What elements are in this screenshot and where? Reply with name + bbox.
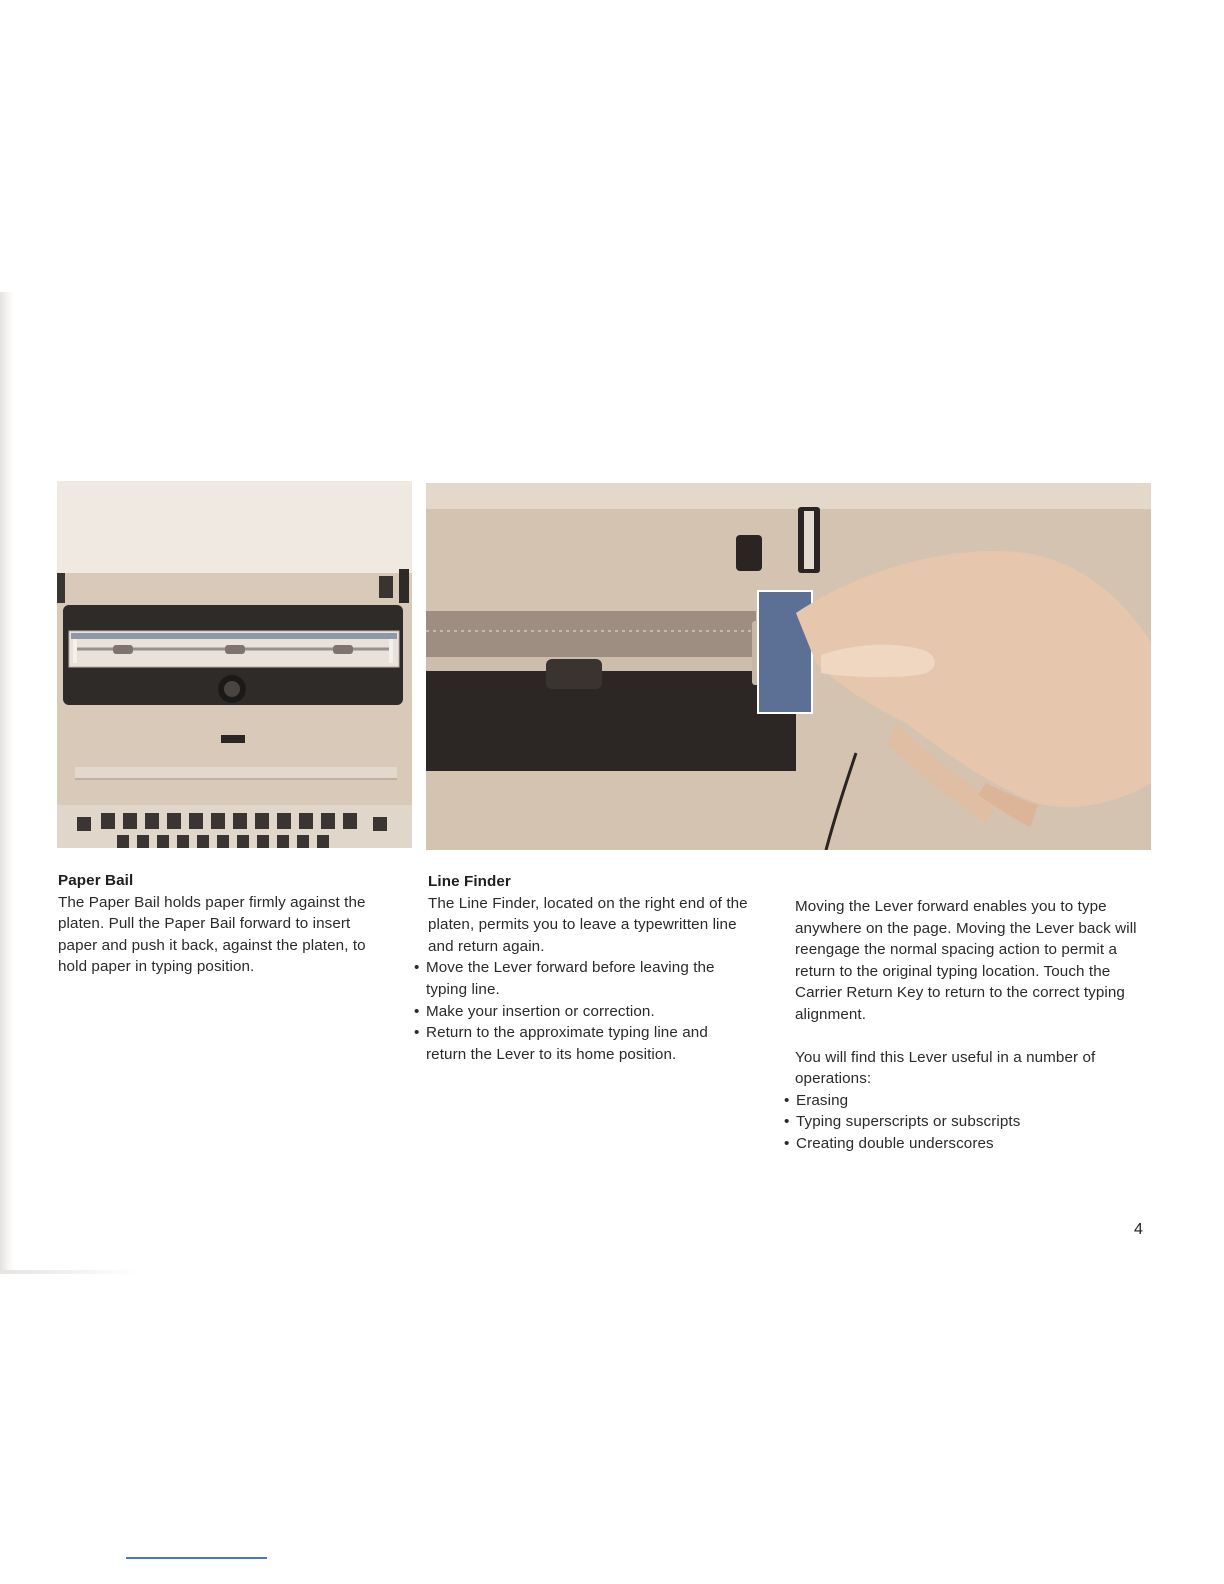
line-finder-illustration (426, 483, 1151, 850)
list-item: • Make your insertion or correction. (412, 1001, 752, 1023)
lever-usage-section (782, 896, 1142, 1155)
list-item: • Move the Lever forward before leaving the typing line. (412, 957, 752, 1000)
list-item: • Erasing (782, 1090, 1142, 1112)
page-number: 4 (1134, 1221, 1143, 1238)
list-item: • Creating double underscores (782, 1133, 1142, 1155)
footer-rule (126, 1557, 267, 1559)
lever-operations-list (782, 1090, 1142, 1155)
line-finder-section (412, 871, 752, 1065)
page-bottom-edge (0, 1270, 140, 1274)
page-left-edge-shadow (0, 292, 14, 1272)
line-finder-heading: Line Finder (428, 873, 511, 890)
paper-bail-description: The Paper Bail holds paper firmly against the platen. Pull the Paper Bail forward to insert paper and push it back, against the platen, to hold paper in typing position. (58, 893, 366, 976)
list-item: • Return to the approximate typing line and return the Lever to its home position. (412, 1022, 752, 1065)
lever-operations-intro: You will find this Lever useful in a number of operations: (795, 1048, 1096, 1088)
paper-bail-photo (57, 481, 412, 848)
paper-bail-heading: Paper Bail (58, 872, 134, 889)
line-finder-description: The Line Finder, located on the right end of the platen, permits you to leave a typewritten line and return again. (428, 894, 748, 955)
line-finder-photo (426, 483, 1151, 850)
list-item: • Typing superscripts or subscripts (782, 1111, 1142, 1133)
lever-usage-paragraph: Moving the Lever forward enables you to type anywhere on the page. Moving the Lever back will reengage the normal spacing action to permit a return to the original typing location. Touch the Carrier Return Key to return to the correct typing alignment. (795, 898, 1137, 1023)
paper-bail-illustration (57, 481, 412, 848)
paper-bail-section (58, 870, 388, 978)
line-finder-steps (412, 957, 752, 1065)
